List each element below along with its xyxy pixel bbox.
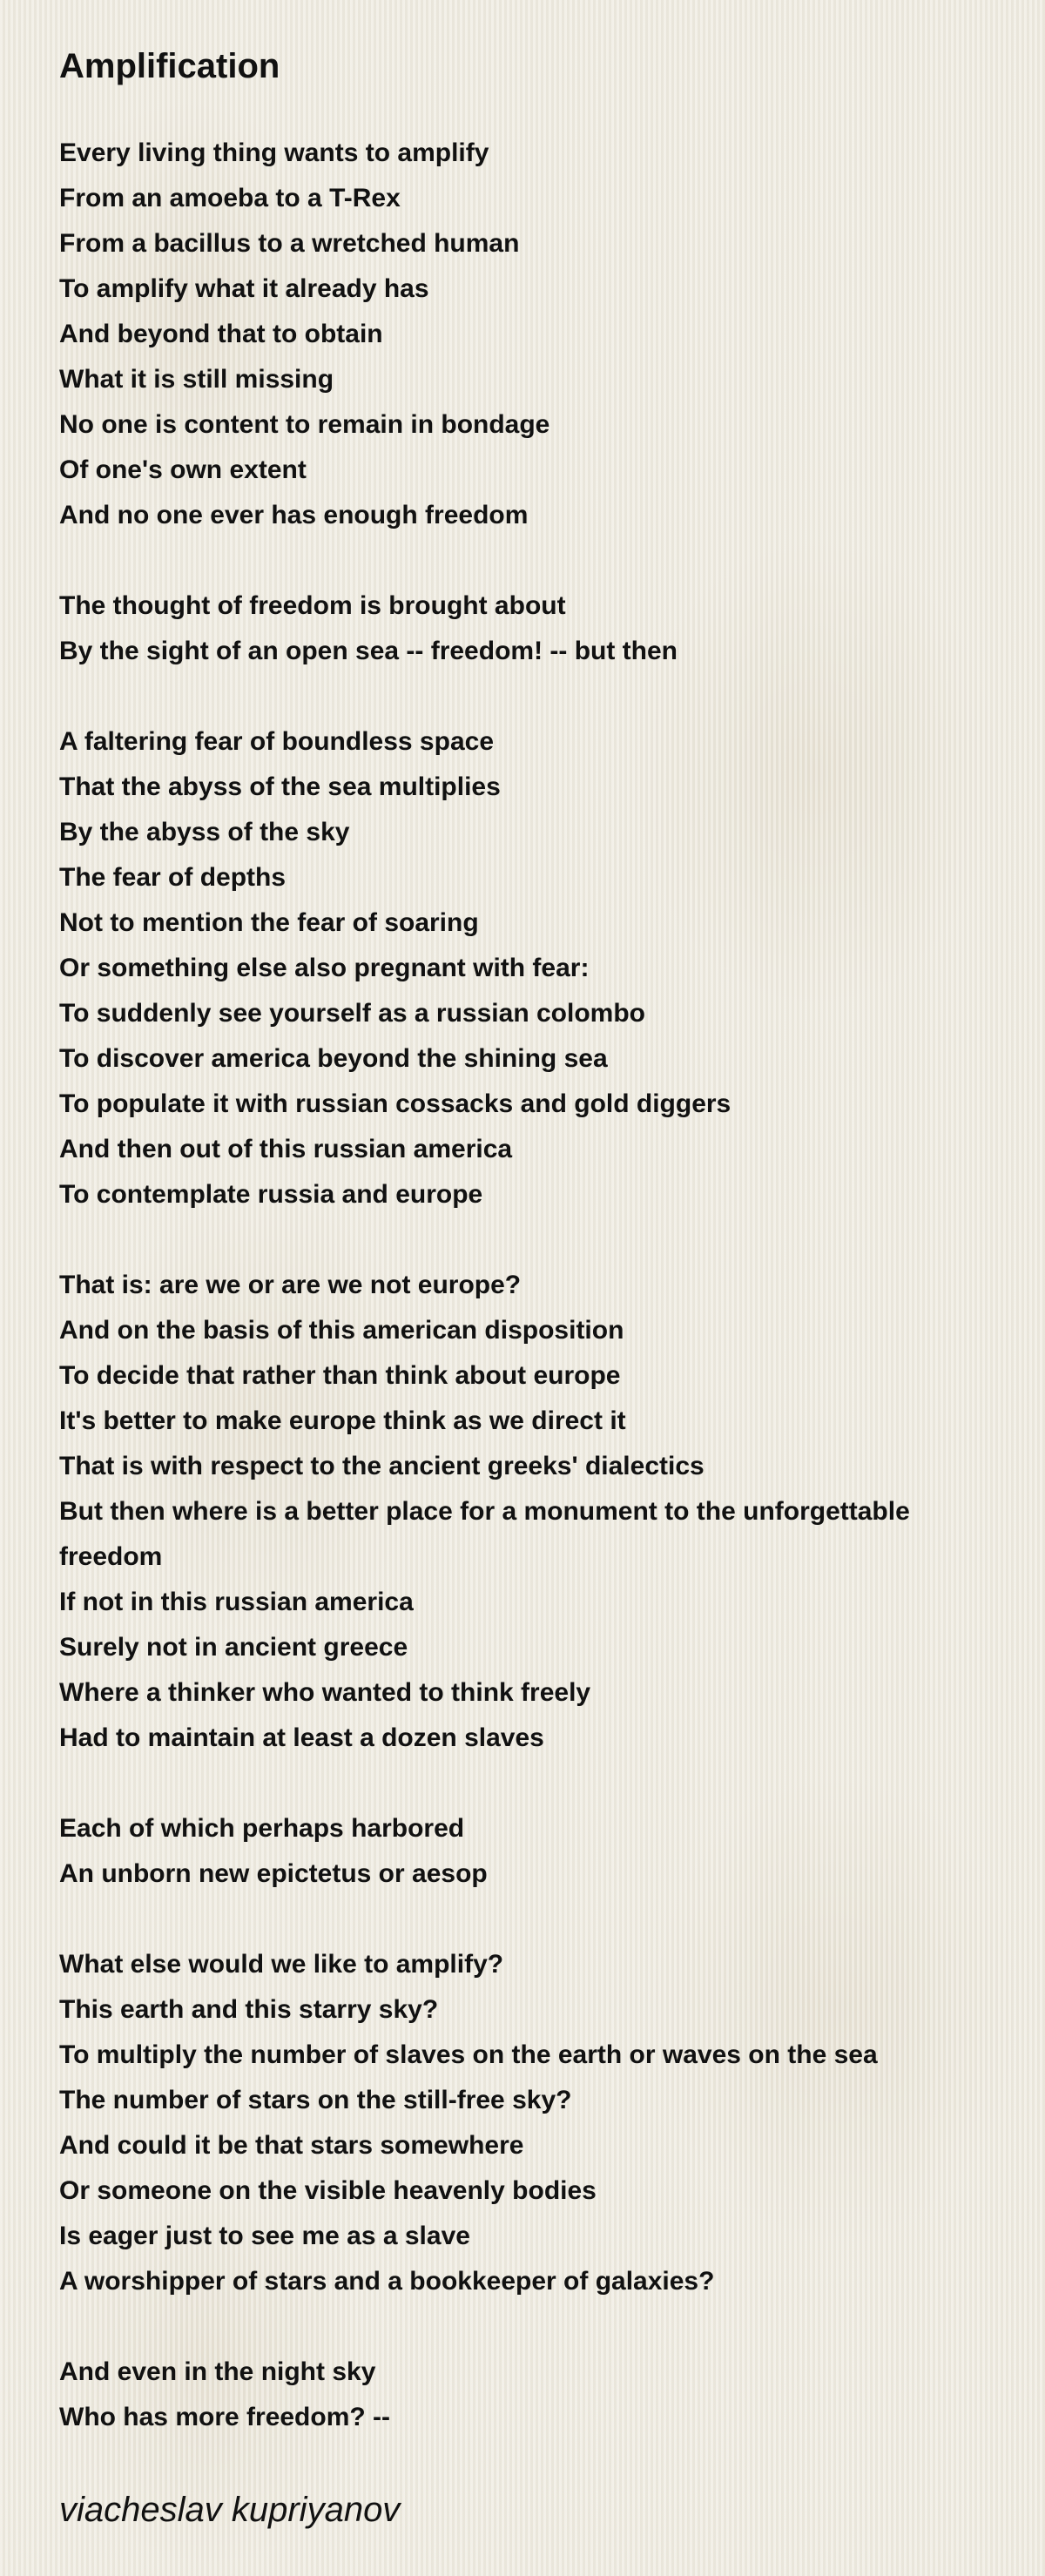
poem-line: Not to mention the fear of soaring	[59, 908, 479, 937]
stanza-gap	[59, 674, 1017, 719]
poem-line: To multiply the number of slaves on the earth or waves on the sea	[59, 2040, 878, 2069]
poem-line: To populate it with russian cossacks and gold diggers	[59, 1089, 732, 1118]
stanza	[59, 1942, 1017, 2304]
poem-line: And no one ever has enough freedom	[59, 501, 529, 529]
poem-line: That is with respect to the ancient greeks' dialectics	[59, 1452, 705, 1480]
stanza	[59, 583, 1017, 674]
poem-line: By the sight of an open sea -- freedom! -- but then	[59, 637, 678, 665]
poem-line: And beyond that to obtain	[59, 320, 383, 348]
poem-author[interactable]: viacheslav kupriyanov	[59, 2491, 401, 2529]
poem-line: And even in the night sky	[59, 2357, 376, 2386]
stanza	[59, 1263, 1017, 1761]
poem-line: No one is content to remain in bondage	[59, 410, 550, 439]
poem-line: If not in this russian america	[59, 1588, 414, 1616]
poem-line: Who has more freedom? --	[59, 2403, 391, 2431]
poem-line: And could it be that stars somewhere	[59, 2131, 524, 2160]
stanza-gap	[59, 1217, 1017, 1263]
poem-line: That the abyss of the sea multiplies	[59, 772, 501, 801]
poem-line: An unborn new epictetus or aesop	[59, 1859, 488, 1888]
poem-line: To suddenly see yourself as a russian colombo	[59, 999, 645, 1028]
poem-line: What it is still missing	[59, 365, 334, 394]
poem-line: But then where is a better place for a monument to the unforgettable	[59, 1497, 910, 1526]
stanza	[59, 2350, 1017, 2440]
poem-line: A worshipper of stars and a bookkeeper of galaxies?	[59, 2267, 715, 2296]
poem-line: That is: are we or are we not europe?	[59, 1271, 522, 1299]
poem-line: Or something else also pregnant with fear:	[59, 954, 590, 982]
stanza-gap	[59, 538, 1017, 583]
poem-line: To amplify what it already has	[59, 274, 429, 303]
stanza	[59, 1806, 1017, 1897]
poem-line: The thought of freedom is brought about	[59, 591, 566, 620]
poem-line: A faltering fear of boundless space	[59, 727, 494, 756]
poem-line: freedom	[59, 1542, 163, 1571]
stanza-gap	[59, 1761, 1017, 1806]
poem-line: And on the basis of this american disposition	[59, 1316, 624, 1345]
poem-line: Or someone on the visible heavenly bodies	[59, 2176, 597, 2205]
poem-line: Every living thing wants to amplify	[59, 138, 489, 167]
poem-line: What else would we like to amplify?	[59, 1950, 504, 1979]
poem-line: It's better to make europe think as we direct it	[59, 1406, 626, 1435]
poem-line: Where a thinker who wanted to think freely	[59, 1678, 591, 1707]
poem-line: Of one's own extent	[59, 455, 307, 484]
poem-line: And then out of this russian america	[59, 1135, 513, 1163]
poem-line: The number of stars on the still-free sky?	[59, 2086, 572, 2114]
stanza	[59, 131, 1017, 538]
poem-line: Is eager just to see me as a slave	[59, 2222, 470, 2250]
stanza-gap	[59, 1897, 1017, 1942]
poem-line: To contemplate russia and europe	[59, 1180, 483, 1209]
poem-line: By the abyss of the sky	[59, 818, 350, 846]
stanza	[59, 719, 1017, 1217]
poem-title: Amplification	[59, 47, 280, 85]
poem-line: Surely not in ancient greece	[59, 1633, 408, 1662]
poem-line: From an amoeba to a T-Rex	[59, 184, 401, 212]
poem-line: From a bacillus to a wretched human	[59, 229, 520, 258]
poem-body	[59, 131, 1017, 2440]
poem-line: To decide that rather than think about europe	[59, 1361, 621, 1390]
poem-line: The fear of depths	[59, 863, 287, 892]
poem-line: To discover america beyond the shining sea	[59, 1044, 608, 1073]
stanza-gap	[59, 2304, 1017, 2350]
poem-line: This earth and this starry sky?	[59, 1995, 439, 2024]
poem-line: Each of which perhaps harbored	[59, 1814, 465, 1843]
poem-line: Had to maintain at least a dozen slaves	[59, 1723, 544, 1752]
